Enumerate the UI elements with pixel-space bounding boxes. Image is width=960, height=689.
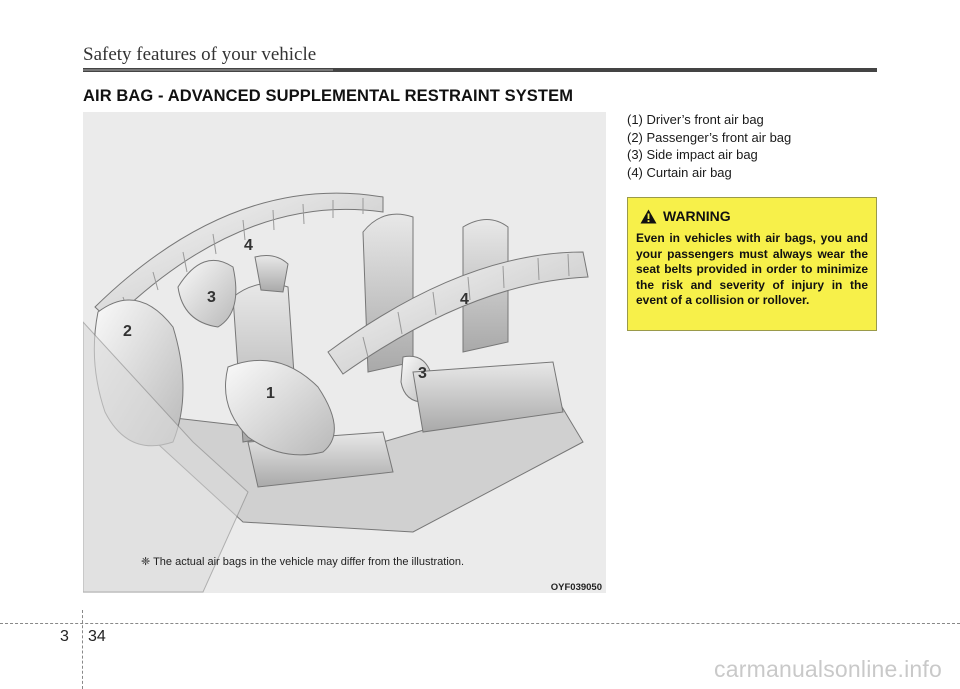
callout-label: 1 <box>266 385 275 402</box>
watermark-text: carmanualsonline.info <box>714 656 942 682</box>
legend-item: (3) Side impact air bag <box>627 147 758 162</box>
callout-label: 2 <box>123 323 132 340</box>
page-header-title: Safety features of your vehicle <box>83 44 317 65</box>
callout-label: 4 <box>460 291 469 308</box>
footer-rule <box>0 623 960 624</box>
airbag-illustration <box>83 112 606 593</box>
warning-box <box>627 197 877 331</box>
warning-triangle-icon <box>640 209 657 224</box>
airbag-legend <box>627 111 791 181</box>
page-number: 34 <box>88 628 106 645</box>
warning-header <box>640 208 731 224</box>
chapter-number: 3 <box>60 628 69 645</box>
warning-text: Even in vehicles with air bags, you and your passengers must always wear the seat belts provided in order to minimize the risk and severity of injury in the event of a collision or rollover. <box>636 231 868 307</box>
section-title: AIR BAG - ADVANCED SUPPLEMENTAL RESTRAINT SYSTEM <box>83 87 574 105</box>
figure-note: ❈ The actual air bags in the vehicle may differ from the illustration. <box>141 556 465 568</box>
callout-label: 4 <box>244 237 253 254</box>
footer-divider <box>82 610 83 689</box>
callout-label: 3 <box>207 289 216 306</box>
airbag-illustration-drawing <box>83 112 606 593</box>
header-rule-accent <box>83 69 333 71</box>
legend-item: (1) Driver’s front air bag <box>627 112 764 127</box>
legend-item: (4) Curtain air bag <box>627 164 732 180</box>
warning-title: WARNING <box>663 208 731 224</box>
legend-item: (2) Passenger’s front air bag <box>627 129 792 145</box>
figure-code: OYF039050 <box>550 582 602 593</box>
callout-label: 3 <box>418 365 427 382</box>
